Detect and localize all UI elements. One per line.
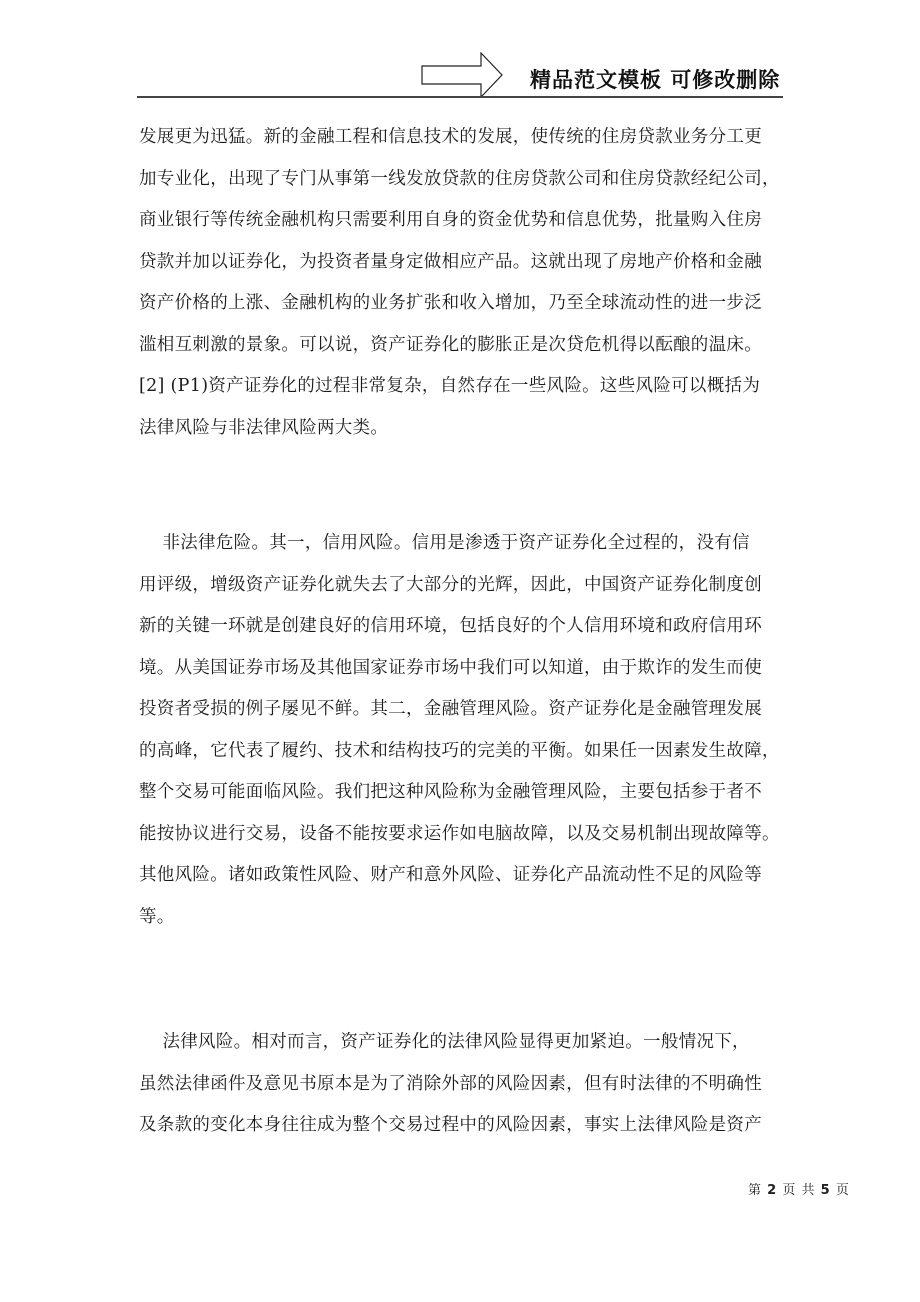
footer-suffix: 页 <box>835 1183 849 1198</box>
footer-middle: 页 共 <box>782 1183 815 1198</box>
text-line: 境。从美国证券市场及其他国家证券市场中我们可以知道，由于欺诈的发生而使 <box>139 658 762 678</box>
text-line: 及条款的变化本身往往成为整个交易过程中的风险因素，事实上法律风险是资产 <box>139 1115 762 1135</box>
text-line: 法律风险与非法律风险两大类。 <box>139 418 389 438</box>
total-pages: 5 <box>820 1183 830 1198</box>
text-line: [2] (P1)资产证券化的过程非常复杂，自然存在一些风险。这些风险可以概括为 <box>139 376 761 396</box>
current-page: 2 <box>767 1183 777 1198</box>
text-line: 的高峰，它代表了履约、技术和结构技巧的完美的平衡。如果任一因素发生故障， <box>139 741 780 761</box>
text-line: 虽然法律函件及意见书原本是为了消除外部的风险因素，但有时法律的不明确性 <box>139 1074 762 1094</box>
right-arrow-icon <box>421 52 503 98</box>
text-line: 贷款并加以证券化，为投资者量身定做相应产品。这就出现了房地产价格和金融 <box>139 252 762 272</box>
header-title: 精品范文模板 可修改删除 <box>530 68 781 92</box>
text-line: 非法律危险。其一，信用风险。信用是渗透于资产证券化全过程的，没有信 <box>139 533 750 553</box>
text-line: 商业银行等传统金融机构只需要利用自身的资金优势和信息优势，批量购入住房 <box>139 210 762 230</box>
text-line: 用评级，增级资产证券化就失去了大部分的光辉，因此，中国资产证券化制度创 <box>139 575 762 595</box>
text-line: 其他风险。诸如政策性风险、财产和意外风险、证券化产品流动性不足的风险等 <box>139 865 762 885</box>
page-number-footer <box>748 1179 849 1198</box>
text-line: 发展更为迅猛。新的金融工程和信息技术的发展，使传统的住房贷款业务分工更 <box>139 127 762 147</box>
header-divider <box>137 96 783 98</box>
text-line: 整个交易可能面临风险。我们把这种风险称为金融管理风险，主要包括参于者不 <box>139 782 762 802</box>
text-line: 资产价格的上涨、金融机构的业务扩张和收入增加，乃至全球流动性的进一步泛 <box>139 293 762 313</box>
text-line: 法律风险。相对而言，资产证券化的法律风险显得更加紧迫。一般情况下， <box>139 1032 750 1052</box>
text-line: 能按协议进行交易，设备不能按要求运作如电脑故障，以及交易机制出现故障等。 <box>139 824 780 844</box>
text-line: 新的关键一环就是创建良好的信用环境，包括良好的个人信用环境和政府信用环 <box>139 616 762 636</box>
text-line: 滥相互刺激的景象。可以说，资产证券化的膨胀正是次贷危机得以酝酿的温床。 <box>139 335 762 355</box>
text-line: 投资者受损的例子屡见不鲜。其二，金融管理风险。资产证券化是金融管理发展 <box>139 699 762 719</box>
text-line: 等。 <box>139 907 175 927</box>
footer-prefix: 第 <box>748 1183 762 1198</box>
text-line: 加专业化，出现了专门从事第一线发放贷款的住房贷款公司和住房贷款经纪公司， <box>139 169 780 189</box>
